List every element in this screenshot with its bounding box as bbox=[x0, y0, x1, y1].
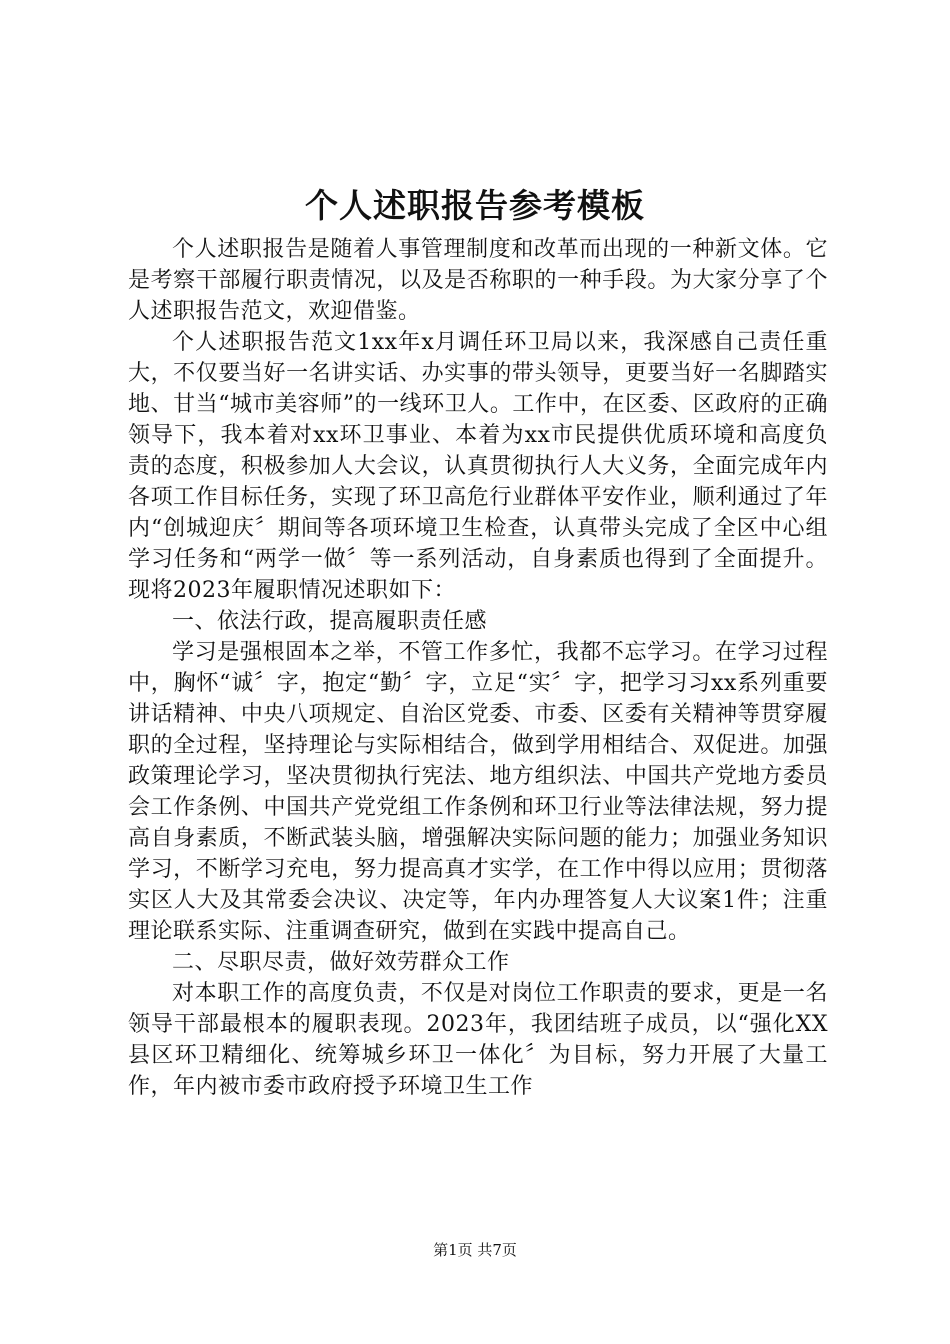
paragraph-study: 学习是强根固本之举，不管工作多忙，我都不忘学习。在学习过程中，胸怀“诚〞字，抱定“勤〞字，立足“实〞字，把学习习xx系列重要讲话精神、中央八项规定、自治区党委、市委、区委有关精神等贯穿履职的全过程，坚持理论与实际相结合，做到学用相结合、双促进。加强政策理论学习，坚决贯彻执行宪法、地方组织法、中国共产党地方委员会工作条例、中国共产党党组工作条例和环卫行业等法律法规，努力提高自身素质，不断武装头脑，增强解决实际问题的能力；加强业务知识学习，不断学习充电，努力提高真才实学，在工作中得以应用；贯彻落实区人大及其常委会决议、决定等，年内办理答复人大议案1件；注重理论联系实际、注重调查研究，做到在实践中提高自己。 bbox=[128, 640, 828, 944]
document-title: 个人述职报告参考模板 bbox=[305, 186, 645, 225]
section-heading-1: 一、依法行政，提高履职责任感 bbox=[172, 609, 488, 634]
document-body bbox=[128, 234, 828, 1102]
page-footer: 第1页 共7页 bbox=[433, 1241, 517, 1259]
paragraph-report-opening: 个人述职报告范文1xx年x月调任环卫局以来，我深感自己责任重大，不仅要当好一名讲实话、办实事的带头领导，更要当好一名脚踏实地、甘当“城市美容师”的一线环卫人。工作中，在区委、区政府的正确领导下，我本着对xx环卫事业、本着为xx市民提供优质环境和高度负责的态度，积极参加人大会议，认真贯彻执行人大义务，全面完成年内各项工作目标任务，实现了环卫高危行业群体平安作业，顺利通过了年内“创城迎庆〞期间等各项环境卫生检查，认真带头完成了全区中心组学习任务和“两学一做〞等一系列活动，自身素质也得到了全面提升。现将2023年履职情况述职如下： bbox=[128, 330, 828, 603]
paragraph-intro: 个人述职报告是随着人事管理制度和改革而出现的一种新文体。它是考察干部履行职责情况，以及是否称职的一种手段。为大家分享了个人述职报告范文，欢迎借鉴。 bbox=[128, 237, 828, 324]
section-heading-2: 二、尽职尽责，做好效劳群众工作 bbox=[172, 950, 510, 975]
paragraph-duty: 对本职工作的高度负责，不仅是对岗位工作职责的要求，更是一名领导干部最根本的履职表现。2023年，我团结班子成员，以“强化XX县区环卫精细化、统筹城乡环卫一体化〞为目标，努力开展了大量工作，年内被市委市政府授予环境卫生工作 bbox=[128, 981, 828, 1099]
